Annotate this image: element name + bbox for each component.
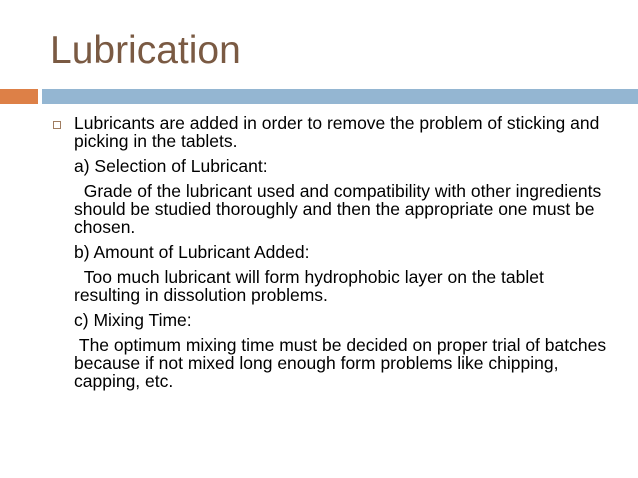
section-heading-mixing-time: c) Mixing Time: <box>74 310 192 330</box>
section-heading-amount: b) Amount of Lubricant Added: <box>74 242 310 262</box>
slide-content <box>50 112 610 390</box>
accent-bar-blue <box>42 89 638 104</box>
hollow-square-bullet-icon <box>53 121 61 129</box>
section-body-mixing-time: The optimum mixing time must be decided on proper trial of batches because if not mixed long enough form problems like chipping, capping, etc. <box>74 335 611 391</box>
section-body-selection: Grade of the lubricant used and compatibility with other ingredients should be studied thoroughly and then the appropriate one must be chosen. <box>74 181 607 237</box>
main-bullet <box>50 112 610 390</box>
slide-title: Lubrication <box>50 29 241 72</box>
main-bullet-text: Lubricants are added in order to remove the problem of sticking and picking in the tablets. <box>74 113 605 151</box>
accent-bar-orange <box>0 89 38 104</box>
section-heading-selection: a) Selection of Lubricant: <box>74 156 268 176</box>
section-body-amount: Too much lubricant will form hydrophobic layer on the tablet resulting in dissolution problems. <box>74 267 549 305</box>
